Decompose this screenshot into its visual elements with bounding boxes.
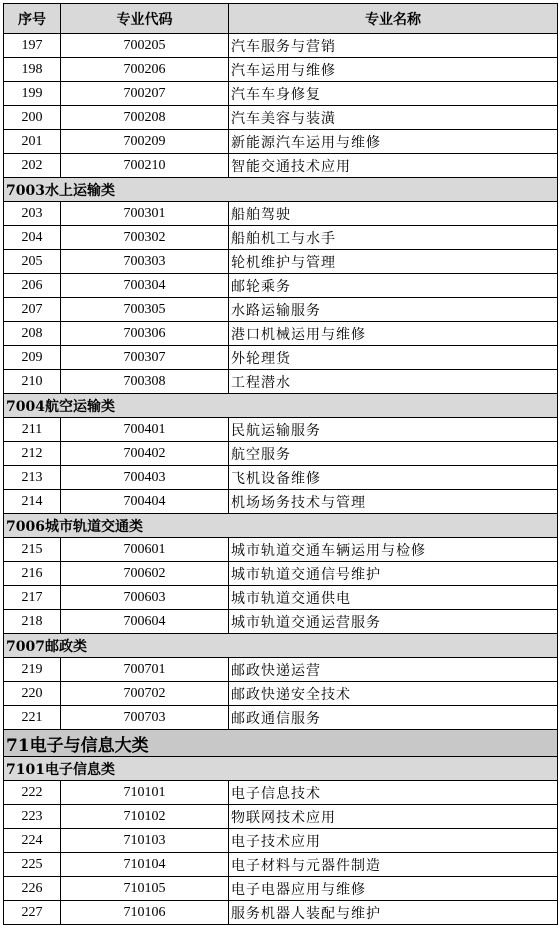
header-name: 专业名称 <box>229 4 558 34</box>
table-row <box>4 877 558 901</box>
name-cell: 服务机器人装配与维护 <box>229 901 558 925</box>
name-cell: 新能源汽车运用与维修 <box>229 130 558 154</box>
table-row <box>4 202 558 226</box>
major-category-row <box>4 730 558 757</box>
header-seq: 序号 <box>4 4 61 34</box>
table-row <box>4 274 558 298</box>
seq-cell: 207 <box>4 298 61 322</box>
seq-cell: 200 <box>4 106 61 130</box>
category-label: 7006城市轨道交通类 <box>4 514 558 538</box>
seq-cell: 213 <box>4 466 61 490</box>
name-cell: 汽车车身修复 <box>229 82 558 106</box>
table-body <box>4 34 558 925</box>
category-row <box>4 514 558 538</box>
seq-cell: 204 <box>4 226 61 250</box>
table-row <box>4 562 558 586</box>
category-row <box>4 757 558 781</box>
code-cell: 700603 <box>61 586 229 610</box>
seq-cell: 209 <box>4 346 61 370</box>
name-cell: 民航运输服务 <box>229 418 558 442</box>
major-catalog-table-container <box>3 3 557 925</box>
code-cell: 700205 <box>61 34 229 58</box>
table-row <box>4 58 558 82</box>
seq-cell: 199 <box>4 82 61 106</box>
code-cell: 700604 <box>61 610 229 634</box>
table-row <box>4 418 558 442</box>
table-row <box>4 130 558 154</box>
name-cell: 船舶机工与水手 <box>229 226 558 250</box>
code-cell: 700305 <box>61 298 229 322</box>
code-cell: 700403 <box>61 466 229 490</box>
name-cell: 机场场务技术与管理 <box>229 490 558 514</box>
code-cell: 700404 <box>61 490 229 514</box>
table-row <box>4 658 558 682</box>
table-row <box>4 901 558 925</box>
table-row <box>4 829 558 853</box>
code-cell: 700602 <box>61 562 229 586</box>
code-cell: 700703 <box>61 706 229 730</box>
table-row <box>4 610 558 634</box>
category-label: 7101电子信息类 <box>4 757 558 781</box>
name-cell: 智能交通技术应用 <box>229 154 558 178</box>
seq-cell: 210 <box>4 370 61 394</box>
code-cell: 710101 <box>61 781 229 805</box>
seq-cell: 221 <box>4 706 61 730</box>
table-row <box>4 370 558 394</box>
code-cell: 700303 <box>61 250 229 274</box>
table-row <box>4 853 558 877</box>
name-cell: 邮政通信服务 <box>229 706 558 730</box>
code-cell: 700306 <box>61 322 229 346</box>
name-cell: 航空服务 <box>229 442 558 466</box>
seq-cell: 206 <box>4 274 61 298</box>
table-row <box>4 154 558 178</box>
name-cell: 物联网技术应用 <box>229 805 558 829</box>
seq-cell: 223 <box>4 805 61 829</box>
table-row <box>4 226 558 250</box>
code-cell: 700208 <box>61 106 229 130</box>
table-row <box>4 466 558 490</box>
name-cell: 邮轮乘务 <box>229 274 558 298</box>
seq-cell: 222 <box>4 781 61 805</box>
table-row <box>4 106 558 130</box>
seq-cell: 208 <box>4 322 61 346</box>
seq-cell: 197 <box>4 34 61 58</box>
name-cell: 外轮理货 <box>229 346 558 370</box>
code-cell: 710104 <box>61 853 229 877</box>
name-cell: 轮机维护与管理 <box>229 250 558 274</box>
name-cell: 港口机械运用与维修 <box>229 322 558 346</box>
seq-cell: 202 <box>4 154 61 178</box>
code-cell: 700701 <box>61 658 229 682</box>
table-row <box>4 442 558 466</box>
seq-cell: 218 <box>4 610 61 634</box>
table-row <box>4 805 558 829</box>
table-header <box>4 4 558 34</box>
code-cell: 700210 <box>61 154 229 178</box>
seq-cell: 227 <box>4 901 61 925</box>
code-cell: 700702 <box>61 682 229 706</box>
seq-cell: 224 <box>4 829 61 853</box>
category-label: 7004航空运输类 <box>4 394 558 418</box>
seq-cell: 211 <box>4 418 61 442</box>
table-row <box>4 34 558 58</box>
name-cell: 电子材料与元器件制造 <box>229 853 558 877</box>
name-cell: 邮政快递安全技术 <box>229 682 558 706</box>
code-cell: 700402 <box>61 442 229 466</box>
name-cell: 船舶驾驶 <box>229 202 558 226</box>
code-cell: 700302 <box>61 226 229 250</box>
name-cell: 汽车运用与维修 <box>229 58 558 82</box>
category-label: 7003水上运输类 <box>4 178 558 202</box>
table-row <box>4 322 558 346</box>
code-cell: 700304 <box>61 274 229 298</box>
table-row <box>4 346 558 370</box>
name-cell: 城市轨道交通运营服务 <box>229 610 558 634</box>
seq-cell: 205 <box>4 250 61 274</box>
code-cell: 700401 <box>61 418 229 442</box>
table-row <box>4 586 558 610</box>
table-row <box>4 250 558 274</box>
name-cell: 电子技术应用 <box>229 829 558 853</box>
seq-cell: 201 <box>4 130 61 154</box>
code-cell: 700301 <box>61 202 229 226</box>
code-cell: 700209 <box>61 130 229 154</box>
name-cell: 汽车美容与装潢 <box>229 106 558 130</box>
code-cell: 710106 <box>61 901 229 925</box>
table-row <box>4 538 558 562</box>
major-category-label: 71电子与信息大类 <box>4 730 558 757</box>
name-cell: 城市轨道交通信号维护 <box>229 562 558 586</box>
seq-cell: 214 <box>4 490 61 514</box>
code-cell: 710103 <box>61 829 229 853</box>
name-cell: 城市轨道交通车辆运用与检修 <box>229 538 558 562</box>
seq-cell: 203 <box>4 202 61 226</box>
category-row <box>4 178 558 202</box>
seq-cell: 215 <box>4 538 61 562</box>
seq-cell: 216 <box>4 562 61 586</box>
category-label: 7007邮政类 <box>4 634 558 658</box>
code-cell: 700307 <box>61 346 229 370</box>
seq-cell: 226 <box>4 877 61 901</box>
major-catalog-table <box>3 3 558 925</box>
header-row <box>4 4 558 34</box>
code-cell: 700206 <box>61 58 229 82</box>
table-row <box>4 490 558 514</box>
code-cell: 710105 <box>61 877 229 901</box>
code-cell: 700308 <box>61 370 229 394</box>
name-cell: 水路运输服务 <box>229 298 558 322</box>
name-cell: 电子电器应用与维修 <box>229 877 558 901</box>
seq-cell: 212 <box>4 442 61 466</box>
name-cell: 邮政快递运营 <box>229 658 558 682</box>
code-cell: 710102 <box>61 805 229 829</box>
name-cell: 工程潜水 <box>229 370 558 394</box>
table-row <box>4 706 558 730</box>
header-code: 专业代码 <box>61 4 229 34</box>
table-row <box>4 682 558 706</box>
table-row <box>4 82 558 106</box>
seq-cell: 220 <box>4 682 61 706</box>
name-cell: 飞机设备维修 <box>229 466 558 490</box>
category-row <box>4 634 558 658</box>
category-row <box>4 394 558 418</box>
seq-cell: 198 <box>4 58 61 82</box>
name-cell: 城市轨道交通供电 <box>229 586 558 610</box>
seq-cell: 217 <box>4 586 61 610</box>
table-row <box>4 298 558 322</box>
name-cell: 汽车服务与营销 <box>229 34 558 58</box>
code-cell: 700601 <box>61 538 229 562</box>
code-cell: 700207 <box>61 82 229 106</box>
seq-cell: 225 <box>4 853 61 877</box>
table-row <box>4 781 558 805</box>
name-cell: 电子信息技术 <box>229 781 558 805</box>
seq-cell: 219 <box>4 658 61 682</box>
